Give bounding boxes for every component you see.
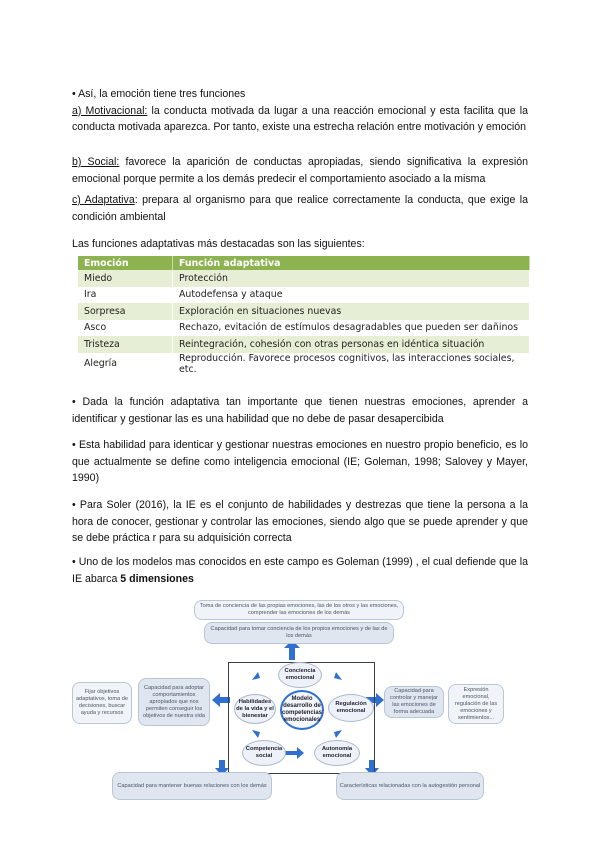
top-note: Toma de conciencia de las propias emociones, las de los otros y las emociones, comprender las emociones de los demás — [194, 600, 404, 620]
bottom-right-box: Características relacionadas con la autogestión personal — [336, 772, 484, 800]
left-note: Fijar objetivos adaptativos, toma de decisiones, buscar ayuda y recursos — [72, 682, 132, 724]
text-motivacional: la conducta motivada da lugar a una reacción emocional y esta facilita que la conducta motivada aparezca. Por tanto, existe una estrecha relación entre motivación y emoción — [72, 104, 528, 133]
bullet-functions: • Así, la emoción tiene tres funciones — [72, 88, 246, 100]
cell-emotion: Tristeza — [78, 336, 173, 353]
label-motivacional: a) Motivacional: — [72, 104, 148, 117]
text-adaptativa: : prepara al organismo para que realice correctamente la conducta, que exige la condición ambiental — [72, 194, 528, 223]
cell-function: Reintegración, cohesión con otras personas en idéntica situación — [173, 336, 530, 353]
function-motivacional — [72, 103, 528, 136]
cell-emotion: Ira — [78, 287, 173, 304]
bottom-left-box: Capacidad para mantener buenas relaciones con los demás — [112, 772, 272, 800]
function-adaptativa — [72, 192, 528, 225]
cell-emotion: Miedo — [78, 270, 173, 287]
cell-emotion: Sorpresa — [78, 303, 173, 320]
paragraph-emotional-intelligence: • Esta habilidad para identicar y gestionar nuestras emociones en nuestro propio beneficio, es lo que actualmente se define como inteligencia emocional (IE; Goleman, 1998; Salovey y Mayer, 1990) — [72, 439, 528, 484]
table-row — [78, 270, 530, 287]
paragraph-goleman — [72, 554, 528, 587]
header-emocion: Emoción — [78, 256, 173, 270]
table-row — [78, 303, 530, 320]
table-header-row — [78, 256, 530, 270]
text-social: favorece la aparición de conductas apropiadas, siendo significativa la expresión emocional porque permite a los demás predecir el comportamiento asociado a la misma — [72, 156, 528, 185]
right-box: Capacidad para controlar y manejar las emociones de forma adecuada — [384, 686, 444, 718]
cell-function: Exploración en situaciones nuevas — [173, 303, 530, 320]
top-box: Capacidad para tomar conciencia de los propios emociones y de las de los demás — [204, 622, 394, 644]
table-row — [78, 353, 530, 375]
table-row — [78, 336, 530, 353]
label-adaptativa: c) Adaptativa — [72, 194, 135, 206]
cell-emotion: Asco — [78, 320, 173, 337]
paragraph-adaptive-importance: • Dada la función adaptativa tan importante que tienen nuestras emociones, aprender a identificar y gestionar las es una habilidad que no debe de pasar desapercibida — [72, 396, 528, 425]
function-social — [72, 154, 528, 187]
table-intro: Las funciones adaptativas más destacadas son las siguientes: — [72, 238, 365, 250]
functions-paragraph-intro — [72, 86, 528, 136]
cell-function: Reproducción. Favorece procesos cognitivos, las interacciones sociales, etc. — [173, 353, 530, 375]
table-row — [78, 287, 530, 304]
regulacion-emocional: Regulación emocional — [328, 694, 374, 722]
model-center: Modelo desarrollo de competencias emocionales — [280, 690, 324, 730]
left-box: Capacidad para adoptar comportamientos apropiados que nos permiten conseguir los objetivos de nuestra vida — [138, 678, 210, 726]
header-funcion: Función adaptativa — [173, 256, 530, 270]
adaptive-functions-table — [78, 256, 530, 375]
conciencia-emocional: Conciencia emocional — [278, 662, 322, 688]
goleman-bold: 5 dimensiones — [120, 572, 194, 585]
cell-function: Rechazo, evitación de estímulos desagradables que pueden ser dañinos — [173, 320, 530, 337]
label-social: b) Social: — [72, 156, 120, 168]
right-note: Expresión emocional, regulación de las emociones y sentimientos... — [448, 684, 504, 724]
competencias-diagram — [72, 600, 528, 805]
autonomia-emocional: Autonomía emocional — [314, 740, 360, 766]
table-row — [78, 320, 530, 337]
goleman-text: • Uno de los modelos mas conocidos en este campo es Goleman (1999) , el cual defiende que la IE abarca — [72, 556, 528, 585]
cell-function: Protección — [173, 270, 530, 287]
habilidades-bienestar: Habilidades de la vida y el bienestar — [234, 694, 276, 724]
cell-emotion: Alegría — [78, 353, 173, 375]
paragraph-soler: • Para Soler (2016), la IE es el conjunto de habilidades y destrezas que tiene la persona a la hora de conocer, gestionar y controlar las emociones, siendo algo que se puede aprender y que se debe práctica r para su adquisición correcta — [72, 499, 528, 544]
competencia-social: Competencia social — [242, 740, 286, 766]
cell-function: Autodefensa y ataque — [173, 287, 530, 304]
